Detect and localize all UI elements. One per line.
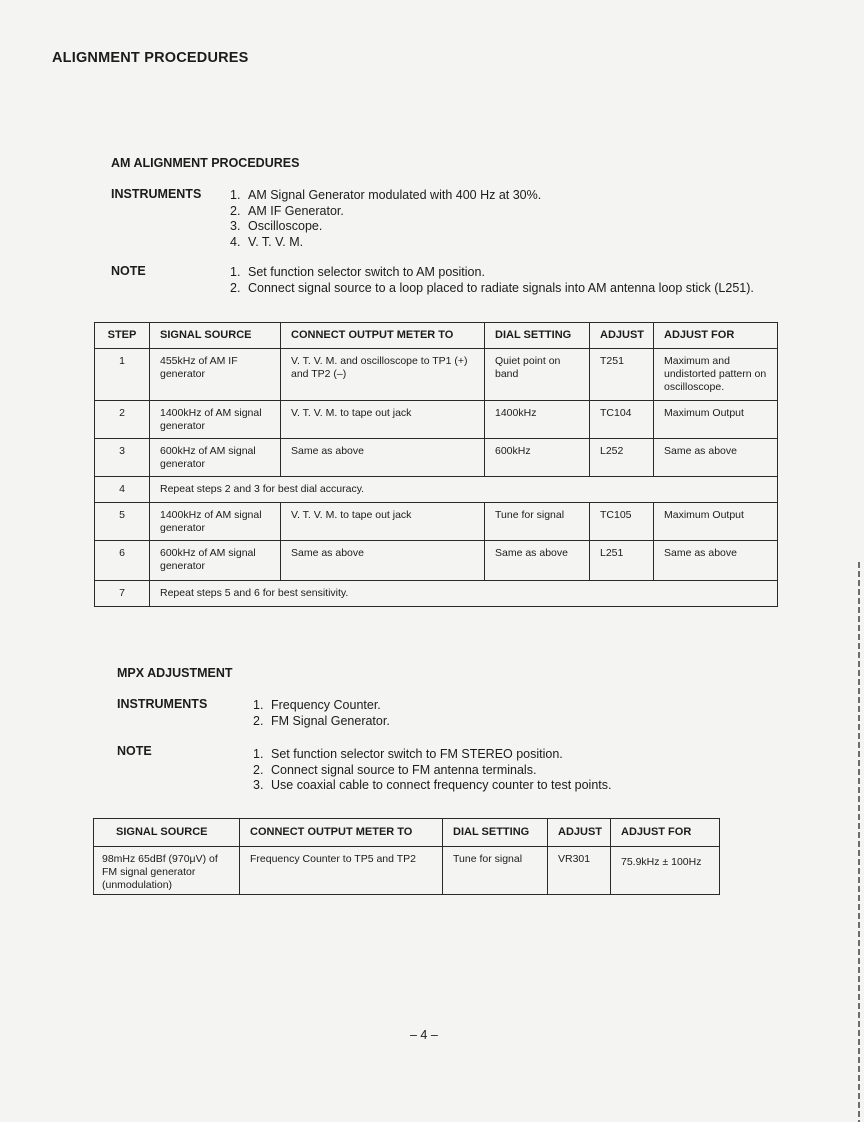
am-instruments-list <box>230 188 541 250</box>
dial-cell: Tune for signal <box>485 503 590 541</box>
table-row <box>95 401 778 439</box>
dial-cell: 1400kHz <box>485 401 590 439</box>
adjust-cell: L252 <box>590 439 654 477</box>
list-item: 2. Connect signal source to a loop placed to radiate signals into AM antenna loop stick (L251). <box>230 280 754 295</box>
am-note-label: NOTE <box>111 264 146 278</box>
am-instruments-label: INSTRUMENTS <box>111 187 202 201</box>
merged-instruction-cell: Repeat steps 5 and 6 for best sensitivity. <box>150 581 778 607</box>
header-adjust-for: ADJUST FOR <box>611 819 720 847</box>
signal-source-cell: 98mHz 65dBf (970μV) of FM signal generator (unmodulation) <box>94 847 240 895</box>
list-item: 2. AM IF Generator. <box>230 203 344 218</box>
step-cell: 1 <box>95 349 150 401</box>
step-cell: 6 <box>95 541 150 581</box>
adjust-cell: TC104 <box>590 401 654 439</box>
am-section-title: AM ALIGNMENT PROCEDURES <box>111 156 300 170</box>
connect-cell: V. T. V. M. to tape out jack <box>281 503 485 541</box>
header-dial-setting: DIAL SETTING <box>485 323 590 349</box>
list-item: 1. AM Signal Generator modulated with 400 Hz at 30%. <box>230 188 542 202</box>
adjust-for-cell: Same as above <box>654 541 778 581</box>
adjust-for-cell: Maximum Output <box>654 401 778 439</box>
adjust-cell: L251 <box>590 541 654 581</box>
adjust-cell: T251 <box>590 349 654 401</box>
signal-source-cell: 1400kHz of AM signal generator <box>150 503 281 541</box>
dial-cell: Quiet point on band <box>485 349 590 401</box>
header-step: STEP <box>95 323 150 349</box>
header-signal-source: SIGNAL SOURCE <box>94 819 240 847</box>
table-row <box>94 847 720 895</box>
am-notes-list <box>230 265 754 296</box>
table-row <box>95 439 778 477</box>
list-item: 3. Use coaxial cable to connect frequency counter to test points. <box>253 778 612 792</box>
step-cell: 5 <box>95 503 150 541</box>
list-item: 2. Connect signal source to FM antenna terminals. <box>253 762 537 777</box>
table-header-row <box>95 323 778 349</box>
signal-source-cell: 455kHz of AM IF generator <box>150 349 281 401</box>
dial-cell: Same as above <box>485 541 590 581</box>
table-row <box>95 503 778 541</box>
scan-edge-mark <box>858 562 860 1122</box>
adjust-for-cell: Maximum Output <box>654 503 778 541</box>
step-cell: 4 <box>95 477 150 503</box>
header-adjust: ADJUST <box>590 323 654 349</box>
header-adjust-for: ADJUST FOR <box>654 323 778 349</box>
list-item: 1. Set function selector switch to FM STEREO position. <box>253 747 563 761</box>
connect-cell: Frequency Counter to TP5 and TP2 <box>240 847 443 895</box>
header-connect-output: CONNECT OUTPUT METER TO <box>281 323 485 349</box>
table-row <box>95 349 778 401</box>
signal-source-cell: 600kHz of AM signal generator <box>150 541 281 581</box>
dial-cell: Tune for signal <box>443 847 548 895</box>
table-row <box>95 581 778 607</box>
signal-source-cell: 1400kHz of AM signal generator <box>150 401 281 439</box>
list-item: 3. Oscilloscope. <box>230 219 323 233</box>
page-number: – 4 – <box>410 1028 438 1042</box>
dial-cell: 600kHz <box>485 439 590 477</box>
adjust-cell: TC105 <box>590 503 654 541</box>
connect-cell: Same as above <box>281 439 485 477</box>
table-row <box>95 541 778 581</box>
header-adjust: ADJUST <box>548 819 611 847</box>
adjust-for-cell: Maximum and undistorted pattern on oscilloscope. <box>654 349 778 401</box>
adjust-cell: VR301 <box>548 847 611 895</box>
mpx-adjustment-table <box>93 818 720 895</box>
connect-cell: V. T. V. M. to tape out jack <box>281 401 485 439</box>
merged-instruction-cell: Repeat steps 2 and 3 for best dial accuracy. <box>150 477 778 503</box>
am-alignment-table <box>94 322 778 607</box>
page-heading: ALIGNMENT PROCEDURES <box>52 50 249 66</box>
mpx-section-title: MPX ADJUSTMENT <box>117 666 233 680</box>
list-item: 1. Frequency Counter. <box>253 698 381 712</box>
connect-cell: V. T. V. M. and oscilloscope to TP1 (+) and TP2 (–) <box>281 349 485 401</box>
signal-source-cell: 600kHz of AM signal generator <box>150 439 281 477</box>
step-cell: 2 <box>95 401 150 439</box>
mpx-notes-list <box>253 747 611 794</box>
table-row <box>95 477 778 503</box>
mpx-note-label: NOTE <box>117 744 152 758</box>
step-cell: 3 <box>95 439 150 477</box>
step-cell: 7 <box>95 581 150 607</box>
mpx-instruments-label: INSTRUMENTS <box>117 697 208 711</box>
list-item: 1. Set function selector switch to AM position. <box>230 265 485 279</box>
table-header-row <box>94 819 720 847</box>
list-item: 2. FM Signal Generator. <box>253 713 390 728</box>
adjust-for-cell: 75.9kHz ± 100Hz <box>611 847 720 895</box>
header-connect-output: CONNECT OUTPUT METER TO <box>240 819 443 847</box>
mpx-instruments-list <box>253 698 390 729</box>
connect-cell: Same as above <box>281 541 485 581</box>
adjust-for-cell: Same as above <box>654 439 778 477</box>
header-signal-source: SIGNAL SOURCE <box>150 323 281 349</box>
list-item: 4. V. T. V. M. <box>230 234 304 249</box>
header-dial-setting: DIAL SETTING <box>443 819 548 847</box>
